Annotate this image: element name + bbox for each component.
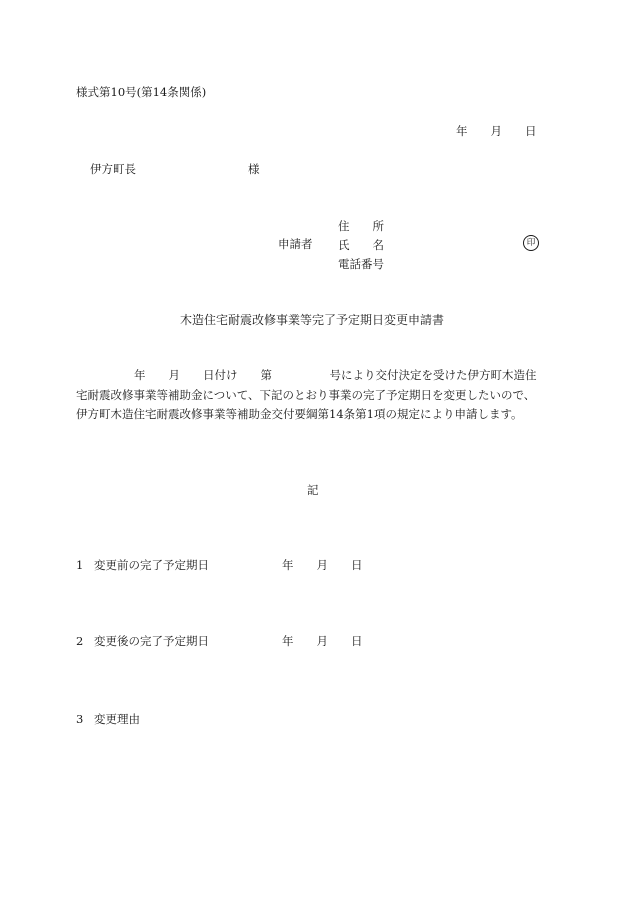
- applicant-fields: [338, 217, 384, 274]
- item-new-date: [76, 633, 363, 649]
- applicant-name-label: 氏 名: [338, 238, 384, 252]
- item-label: 変更前の完了予定期日: [94, 558, 209, 572]
- applicant-phone-label: 電話番号: [338, 257, 384, 271]
- addressee-honorific: 様: [248, 162, 260, 176]
- item-label: 変更後の完了予定期日: [94, 634, 209, 648]
- body-line-3: 伊方町木造住宅耐震改修事業等補助金交付要綱第14条第1項の規定により申請します。: [76, 407, 523, 421]
- applicant-label: 申請者: [278, 237, 313, 251]
- item-value: 年 月 日: [282, 634, 363, 648]
- item-label: 変更理由: [94, 712, 140, 726]
- body-line-2: 宅耐震改修事業等補助金について、下記のとおり事業の完了予定期日を変更したいので、: [76, 387, 536, 402]
- ki-heading: 記: [307, 483, 319, 497]
- addressee: [90, 161, 260, 177]
- item-change-reason: [76, 711, 140, 727]
- item-previous-date: [76, 557, 363, 573]
- body-line-1: 年 月 日付け 第 号により交付決定を受けた伊方町木造住: [134, 368, 537, 382]
- seal-icon: 印: [523, 235, 539, 251]
- applicant-address-label: 住 所: [338, 219, 384, 233]
- form-number: 様式第10号(第14条関係): [76, 85, 207, 99]
- document-title: 木造住宅耐震改修事業等完了予定期日変更申請書: [180, 313, 445, 327]
- date-line: 年 月 日: [456, 124, 537, 138]
- item-number: 3: [76, 712, 84, 726]
- item-number: 2: [76, 634, 84, 648]
- addressee-name: 伊方町長: [90, 162, 136, 176]
- item-value: 年 月 日: [282, 558, 363, 572]
- body-paragraph: [76, 366, 546, 425]
- item-number: 1: [76, 558, 84, 572]
